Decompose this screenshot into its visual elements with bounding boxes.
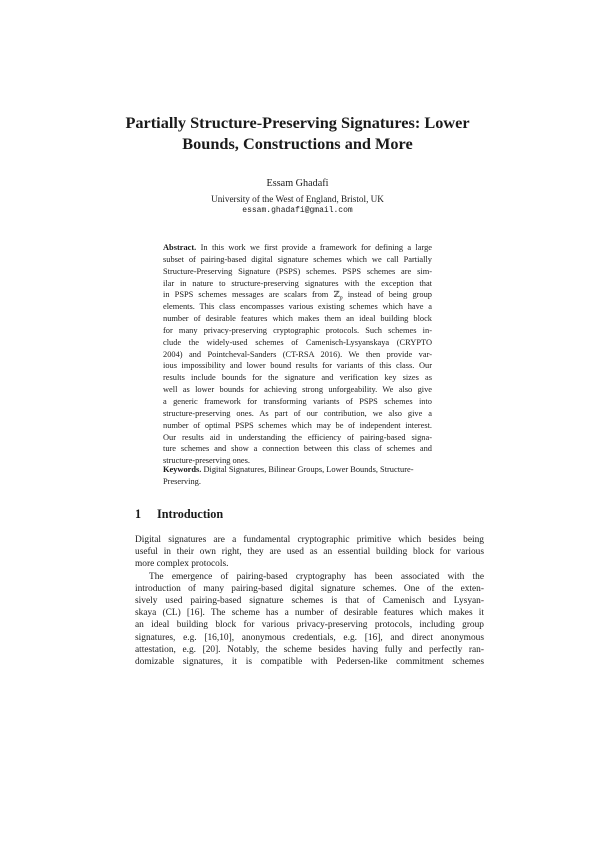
abstract-line: Abstract. In this work we first provide a framework for defining a large xyxy=(163,243,432,252)
abstract-line: ture schemes and show a connection between this class of schemes and xyxy=(163,444,432,454)
body-line: Digital signatures are a fundamental cryptographic primitive which besides being xyxy=(135,535,484,545)
title-line: Bounds, Constructions and More xyxy=(182,133,413,153)
body-line: attestation, e.g. [20]. Notably, the scheme besides having fully and perfectly ran- xyxy=(135,644,484,655)
abstract-line: structure-preserving ones. As part of our contribution, we also give a xyxy=(163,408,432,418)
body-line: signatures, e.g. [16,10], anonymous credentials, e.g. [16], and direct anonymous xyxy=(135,632,484,643)
abstract-line: results include bounds for the signature and verification key sizes as xyxy=(163,373,432,383)
abstract-line: in PSPS schemes messages are scalars from ℤ$_p$ instead of being group xyxy=(163,290,432,303)
section-heading xyxy=(135,507,223,522)
body-line: skaya (CL) [16]. The scheme has a number of desirable features which makes it xyxy=(135,608,484,619)
abstract-line: elements. This class encompasses various existing schemes which have a xyxy=(163,302,432,312)
title-line: Partially Structure-Preserving Signatures: Lower xyxy=(125,113,470,132)
abstract-line: number of optimal PSPS schemes which may be of independent interest. xyxy=(163,420,432,430)
abstract-line: number of desirable features which makes them an ideal building block xyxy=(163,314,432,324)
section-title: Introduction xyxy=(157,507,224,521)
body-line: sively used pairing-based signature schemes is that of Camenisch and Lysyan- xyxy=(135,595,484,606)
abstract xyxy=(163,242,432,467)
keywords-line: Keywords. Digital Signatures, Bilinear Groups, Lower Bounds, Structure- xyxy=(163,465,414,474)
body-line: useful in their own right, they are used as an essential building block for various xyxy=(135,547,484,558)
body-line: The emergence of pairing-based cryptography has been associated with the xyxy=(149,571,484,582)
keywords xyxy=(163,464,432,488)
keywords-label: Keywords. xyxy=(163,465,202,474)
author-email: essam.ghadafi@gmail.com xyxy=(242,206,353,215)
author-name: Essam Ghadafi xyxy=(266,178,329,189)
paper-title xyxy=(95,113,500,154)
abstract-line: ious impossibility and lower bound results for variants of this class. Our xyxy=(163,361,432,371)
abstract-label: Abstract. xyxy=(163,243,197,252)
abstract-line: clude the widely-used schemes of Camenisch-Lysyanskaya (CRYPTO xyxy=(163,337,432,347)
section-number: 1 xyxy=(135,507,142,521)
body-line: domizable signatures, it is compatible with Pedersen-like commitment schemes xyxy=(135,656,484,667)
author-affiliation: University of the West of England, Bristol, UK xyxy=(211,194,384,204)
abstract-line: Structure-Preserving Signature (PSPS) schemes. PSPS schemes are sim- xyxy=(163,266,432,276)
abstract-line: a generic framework for transforming variants of PSPS schemes into xyxy=(163,396,432,406)
body-line: introduction of many pairing-based digital signature schemes. One of the exten- xyxy=(135,583,484,594)
body-line: more complex protocols. xyxy=(135,559,229,570)
abstract-line: Our results aid in understanding the efficiency of pairing-based signa- xyxy=(163,432,432,442)
body-line: an ideal building block for various privacy-preserving protocols, including group xyxy=(135,620,484,631)
keywords-line: Preserving. xyxy=(163,476,201,486)
abstract-line: well as lower bounds for achieving strong unforgeability. We also give xyxy=(163,385,432,395)
abstract-line: subset of pairing-based digital signature schemes which we call Partially xyxy=(163,254,432,264)
abstract-line: 2004) and Pointcheval-Sanders (CT-RSA 2016). We then provide var- xyxy=(163,349,432,359)
body-text xyxy=(135,534,484,668)
abstract-line: for many privacy-preserving cryptographic protocols. Such schemes in- xyxy=(163,325,432,335)
abstract-line: ilar in nature to structure-preserving signatures with the exception that xyxy=(163,278,432,288)
abstract-line: structure-preserving ones. xyxy=(163,456,250,466)
